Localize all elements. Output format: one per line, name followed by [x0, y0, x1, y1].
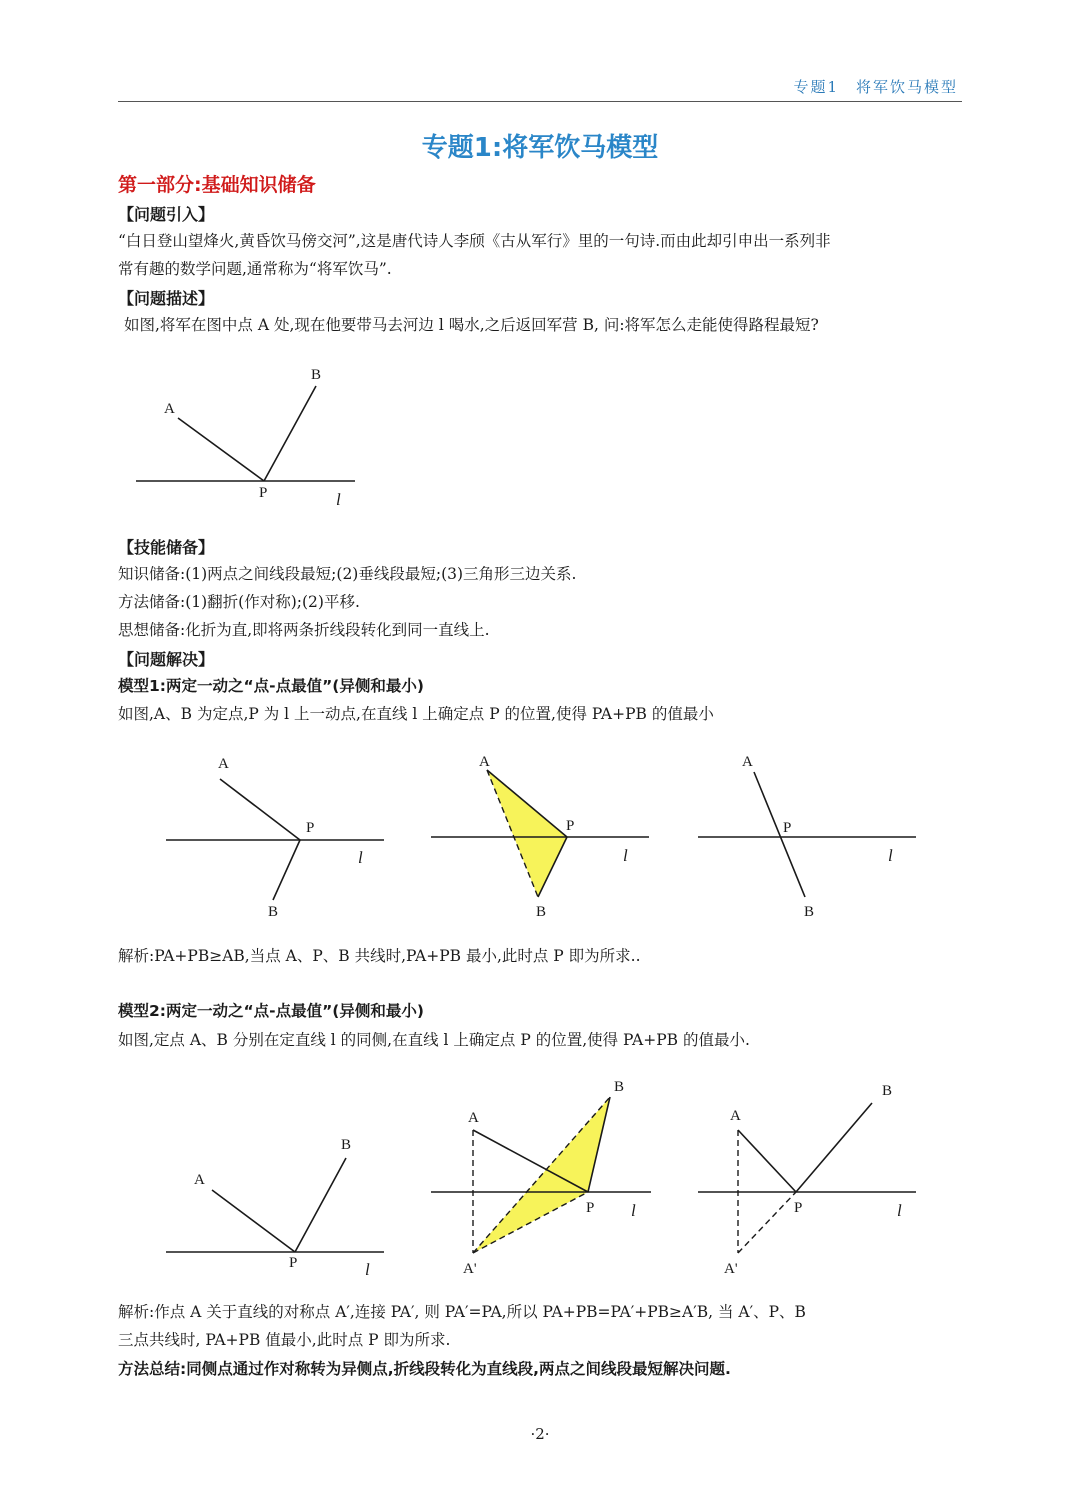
label-P: P [306, 820, 315, 836]
label-A: A [164, 401, 175, 417]
model1-figure-3 [692, 745, 922, 925]
segment-AP [212, 1190, 295, 1252]
segment-PB [264, 386, 316, 481]
intro-line-2: 常有趣的数学问题,通常称为“将军饮马”. [118, 260, 392, 278]
label-A: A [468, 1110, 479, 1126]
model2-figure-3 [692, 1075, 922, 1285]
label-P: P [586, 1200, 595, 1216]
label-l: l [358, 848, 363, 867]
page-number: ·2· [530, 1425, 550, 1443]
model2-figure-2 [425, 1075, 660, 1285]
model2-figure-1 [160, 1130, 390, 1290]
label-P: P [566, 818, 575, 834]
segment-A'P-dashed [738, 1192, 796, 1253]
desc-text: 如图,将军在图中点 A 处,现在他要带马去河边 l 喝水,之后返回军营 B, 问:将军怎么走能使得路程最短? [124, 316, 819, 334]
label-B: B [311, 367, 322, 383]
segment-AP [738, 1130, 796, 1192]
label-A: A [218, 756, 229, 772]
figure-problem [130, 360, 370, 510]
header-rule [118, 101, 962, 102]
label-B: B [341, 1137, 352, 1153]
label-B: B [804, 904, 815, 920]
part-heading: 第一部分:基础知识储备 [118, 174, 316, 196]
model1-analysis: 解析:PA+PB≥AB,当点 A、P、B 共线时,PA+PB 最小,此时点 P 即为所求.. [118, 947, 641, 965]
model2-analysis-2: 三点共线时, PA+PB 值最小,此时点 P 即为所求. [118, 1331, 451, 1349]
skills-method: 方法储备:(1)翻折(作对称);(2)平移. [118, 593, 360, 611]
model2-desc: 如图,定点 A、B 分别在定直线 l 的同侧,在直线 l 上确定点 P 的位置,使得 PA+PB 的值最小. [118, 1031, 750, 1049]
label-P: P [289, 1255, 298, 1271]
skills-thought: 思想储备:化折为直,即将两条折线段转化到同一直线上. [118, 621, 490, 639]
model2-summary: 方法总结:同侧点通过作对称转为异侧点,折线段转化为直线段,两点之间线段最短解决问题. [118, 1360, 731, 1378]
segment-AP [220, 779, 300, 840]
label-A: A [479, 754, 490, 770]
intro-label: 【问题引入】 [118, 205, 215, 224]
label-B: B [268, 904, 279, 920]
label-l: l [897, 1201, 902, 1220]
segment-AP [178, 418, 264, 481]
segment-PB [295, 1158, 346, 1252]
label-l: l [365, 1260, 370, 1279]
label-l: l [888, 846, 893, 865]
label-A: A [730, 1108, 741, 1124]
label-B: B [614, 1079, 625, 1095]
label-l: l [336, 490, 341, 509]
label-P: P [794, 1200, 803, 1216]
model1-title: 模型1:两定一动之“点-点最值”(异侧和最小) [118, 677, 424, 695]
running-header: 专题1 将军饮马模型 [793, 78, 958, 96]
label-A-prime: A' [463, 1261, 477, 1277]
triangle-APB [487, 770, 567, 897]
label-A-prime: A' [724, 1261, 738, 1277]
solve-label: 【问题解决】 [118, 650, 215, 669]
model2-analysis-1: 解析:作点 A 关于直线的对称点 A′,连接 PA′, 则 PA′=PA,所以 PA+PB=PA′+PB≥A′B, 当 A′、P、B [118, 1303, 806, 1321]
label-A: A [194, 1172, 205, 1188]
skills-label: 【技能储备】 [118, 538, 215, 557]
model1-figure-1 [160, 745, 390, 925]
model1-desc: 如图,A、B 为定点,P 为 l 上一动点,在直线 l 上确定点 P 的位置,使得 PA+PB 的值最小 [118, 705, 714, 723]
label-l: l [631, 1201, 636, 1220]
label-B: B [536, 904, 547, 920]
segment-PB [796, 1103, 872, 1192]
label-l: l [623, 846, 628, 865]
label-P: P [783, 820, 792, 836]
desc-label: 【问题描述】 [118, 289, 215, 308]
segment-AB [754, 772, 805, 897]
label-B: B [882, 1083, 893, 1099]
skills-knowledge: 知识储备:(1)两点之间线段最短;(2)垂线段最短;(3)三角形三边关系. [118, 565, 577, 583]
model1-figure-2 [425, 745, 655, 925]
label-P: P [259, 485, 268, 501]
label-A: A [742, 754, 753, 770]
intro-line-1: “白日登山望烽火,黄昏饮马傍交河”,这是唐代诗人李颀《古从军行》里的一句诗.而由此却引申出一系列非 [118, 232, 831, 250]
page-title: 专题1:将军饮马模型 [421, 133, 659, 163]
segment-PB [273, 840, 300, 900]
model2-title: 模型2:两定一动之“点-点最值”(异侧和最小) [118, 1002, 424, 1020]
